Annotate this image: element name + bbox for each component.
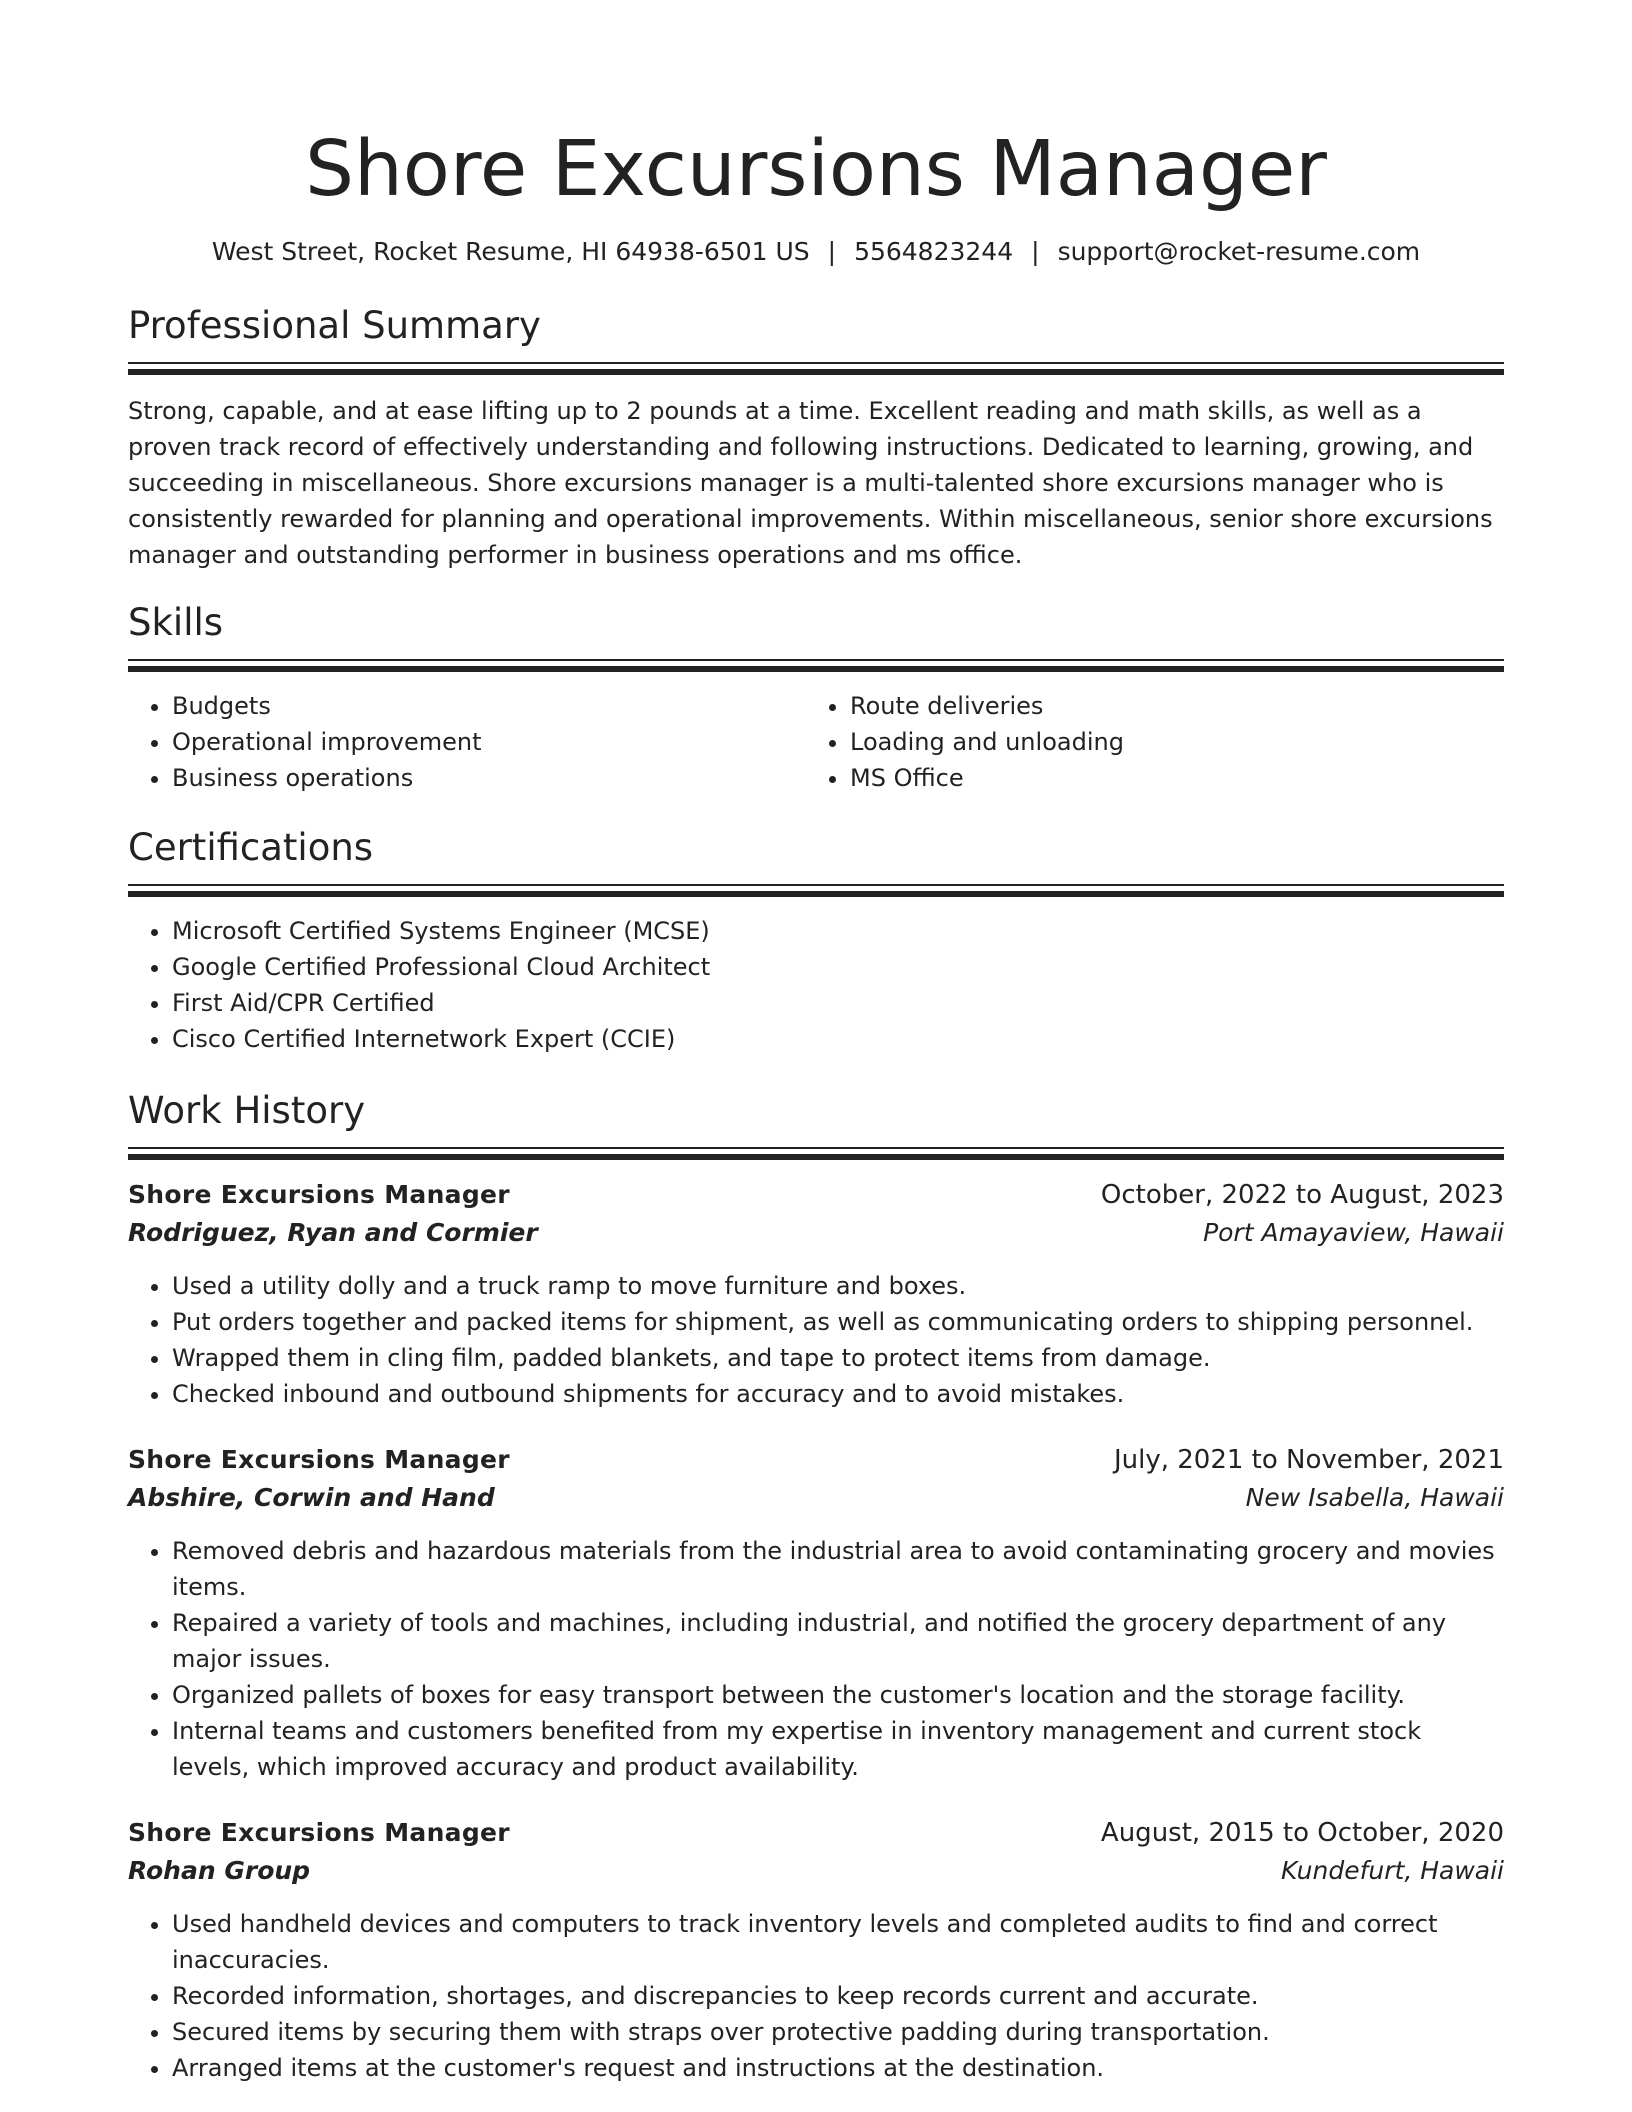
list-item: • Operational improvement (172, 724, 806, 760)
list-item: • MS Office (850, 760, 1484, 796)
list-item: • Arranged items at the customer's request and instructions at the destination. (172, 2050, 1504, 2086)
skills-column-right (806, 688, 1484, 796)
section-title-skills: Skills (128, 601, 224, 644)
skills-section (128, 597, 1504, 796)
skills-grid (128, 688, 1504, 796)
section-rule (128, 1147, 1504, 1160)
contact-separator: | (827, 237, 837, 266)
list-item: • Checked inbound and outbound shipments for accuracy and to avoid mistakes. (172, 1376, 1504, 1412)
job-company: Abshire, Corwin and Hand (128, 1483, 495, 1512)
list-item: • Loading and unloading (850, 724, 1484, 760)
list-item: • Put orders together and packed items for shipment, as well as communicating orders to shipping personnel. (172, 1304, 1504, 1340)
job-bullets (128, 1906, 1504, 2086)
skills-list-right (806, 688, 1484, 796)
summary-section (128, 300, 1504, 573)
certifications-section (128, 822, 1504, 1057)
contact-phone: 5564823244 (854, 237, 1014, 266)
section-rule (128, 659, 1504, 672)
section-title-certifications: Certifications (128, 826, 374, 869)
list-item: • Used handheld devices and computers to track inventory levels and completed audits to find and correct inaccuracies. (172, 1906, 1504, 1978)
list-item: • Budgets (172, 688, 806, 724)
list-item: • Organized pallets of boxes for easy transport between the customer's location and the storage facility. (172, 1677, 1504, 1713)
section-title-work-history: Work History (128, 1089, 366, 1132)
job-location: Kundefurt, Hawaii (1280, 1856, 1504, 1885)
list-item: • Microsoft Certified Systems Engineer (MCSE) (172, 913, 1504, 949)
job-header (128, 1814, 1504, 1852)
job-subheader (128, 1479, 1504, 1517)
skills-list-left (128, 688, 806, 796)
section-title-summary: Professional Summary (128, 304, 541, 347)
job-entry (128, 1176, 1504, 1412)
job-title: Shore Excursions Manager (128, 1818, 510, 1847)
job-dates: October, 2022 to August, 2023 (1100, 1180, 1504, 1210)
list-item: • Recorded information, shortages, and discrepancies to keep records current and accurate. (172, 1978, 1504, 2014)
list-item: • Removed debris and hazardous materials from the industrial area to avoid contaminating grocery and movies items. (172, 1533, 1504, 1605)
job-company: Rohan Group (128, 1856, 311, 1885)
resume-page (128, 0, 1504, 2086)
list-item: • Secured items by securing them with straps over protective padding during transportation. (172, 2014, 1504, 2050)
contact-address: West Street, Rocket Resume, HI 64938-6501 US (211, 237, 810, 266)
list-item: • Business operations (172, 760, 806, 796)
list-item: • Google Certified Professional Cloud Architect (172, 949, 1504, 985)
job-subheader (128, 1852, 1504, 1890)
job-title: Shore Excursions Manager (128, 1445, 510, 1474)
job-title: Shore Excursions Manager (128, 1180, 510, 1209)
job-company: Rodriguez, Ryan and Cormier (128, 1218, 538, 1247)
contact-line (128, 234, 1504, 270)
list-item: • Used a utility dolly and a truck ramp to move furniture and boxes. (172, 1268, 1504, 1304)
job-bullets (128, 1268, 1504, 1412)
contact-separator: | (1031, 237, 1040, 266)
section-rule (128, 884, 1504, 897)
contact-email: support@rocket-resume.com (1057, 237, 1421, 266)
skills-column-left (128, 688, 806, 796)
list-item: • Cisco Certified Internetwork Expert (CCIE) (172, 1021, 1504, 1057)
list-item: • Repaired a variety of tools and machines, including industrial, and notified the grocery department of any major issues. (172, 1605, 1504, 1677)
job-location: Port Amayaview, Hawaii (1203, 1218, 1504, 1247)
list-item: • Wrapped them in cling film, padded blankets, and tape to protect items from damage. (172, 1340, 1504, 1376)
job-entry (128, 1441, 1504, 1785)
work-history-section (128, 1085, 1504, 2086)
job-location: New Isabella, Hawaii (1245, 1483, 1504, 1512)
summary-text: Strong, capable, and at ease lifting up to 2 pounds at a time. Excellent reading and math skills, as well as a proven track record of effectively understanding and following instructions. Dedicated to learning, growing, and succeeding in miscellaneous. Shore excursions manager is a multi-talented shore excursions manager who is consistently rewarded for planning and operational improvements. Within miscellaneous, senior shore excursions manager and outstanding performer in business operations and ms office. (128, 397, 1493, 569)
list-item: • Route deliveries (850, 688, 1484, 724)
job-bullets (128, 1533, 1504, 1785)
certifications-list (128, 913, 1504, 1057)
job-dates: August, 2015 to October, 2020 (1100, 1818, 1504, 1848)
resume-name: Shore Excursions Manager (305, 125, 1327, 214)
job-header (128, 1176, 1504, 1214)
job-header (128, 1441, 1504, 1479)
list-item: • First Aid/CPR Certified (172, 985, 1504, 1021)
job-subheader (128, 1214, 1504, 1252)
job-entry (128, 1814, 1504, 2086)
job-dates: July, 2021 to November, 2021 (1113, 1445, 1504, 1475)
section-rule (128, 362, 1504, 375)
list-item: • Internal teams and customers benefited from my expertise in inventory management and current stock levels, which improved accuracy and product availability. (172, 1713, 1504, 1785)
